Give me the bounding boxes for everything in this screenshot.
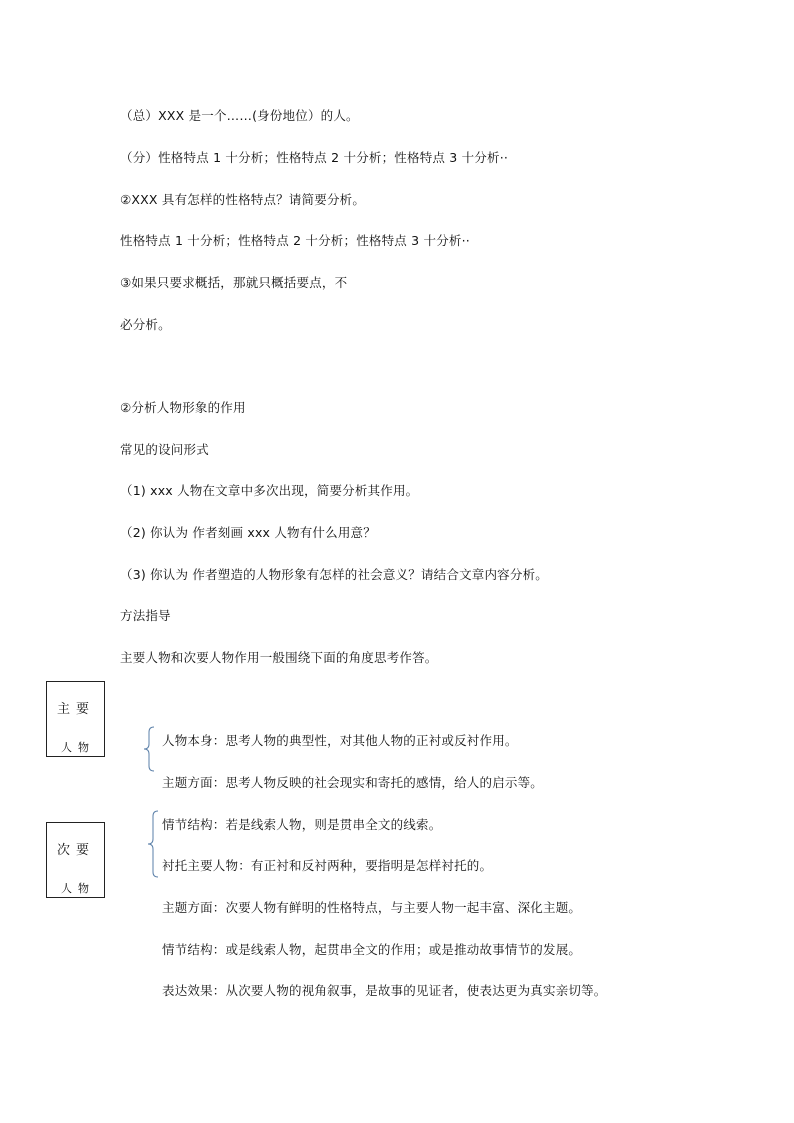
analysis-line: （分）性格特点 1 十分析；性格特点 2 十分析；性格特点 3 十分析·· <box>120 150 509 165</box>
question-form-3: （3) 你认为 作者塑造的人物形象有怎样的社会意义？请结合文章内容分析。 <box>120 567 548 582</box>
method-intro: 主要人物和次要人物作用一般围绕下面的角度思考作答。 <box>120 650 438 665</box>
secondary-item-theme: 主题方面：次要人物有鲜明的性格特点，与主要人物一起丰富、深化主题。 <box>162 900 582 915</box>
answer-pattern-line: 性格特点 1 十分析；性格特点 2 十分析；性格特点 3 十分析·· <box>120 233 470 248</box>
question-3-continuation: 必分析。 <box>120 317 171 332</box>
question-3-line: ③如果只要求概括，那就只概括要点，不 <box>120 275 348 290</box>
main-item-theme: 主题方面：思考人物反映的社会现实和寄托的感情，给人的启示等。 <box>162 775 544 790</box>
question-form-1: （1) xxx 人物在文章中多次出现，简要分析其作用。 <box>120 483 419 498</box>
secondary-brace-icon <box>146 810 160 878</box>
secondary-item-expression: 表达效果：从次要人物的视角叙事，是故事的见证者，使表达更为真实亲切等。 <box>162 983 607 998</box>
main-box-bottom-label: 人物 <box>61 741 95 754</box>
secondary-item-contrast: 衬托主要人物：有正衬和反衬两种，要指明是怎样衬托的。 <box>162 858 493 873</box>
section-heading: ②分析人物形象的作用 <box>120 400 246 415</box>
question-form-2: （2) 你认为 作者刻画 xxx 人物有什么用意？ <box>120 525 376 540</box>
secondary-character-box <box>46 822 105 898</box>
secondary-box-bottom-label: 人物 <box>61 882 95 895</box>
secondary-item-plot-2: 情节结构：或是线索人物，起贯串全文的作用；或是推动故事情节的发展。 <box>162 942 582 957</box>
secondary-item-plot: 情节结构：若是线索人物，则是贯串全文的线索。 <box>162 817 442 832</box>
main-brace-icon <box>142 726 156 772</box>
main-character-box <box>46 681 105 757</box>
main-box-top-label: 主要 <box>57 702 96 717</box>
summary-line: （总）XXX 是一个……(身份地位）的人。 <box>120 108 359 123</box>
secondary-box-top-label: 次要 <box>57 843 96 858</box>
subheading-method: 方法指导 <box>120 608 171 623</box>
main-item-character: 人物本身：思考人物的典型性，对其他人物的正衬或反衬作用。 <box>162 733 518 748</box>
subheading-question-forms: 常见的设问形式 <box>120 442 209 457</box>
question-2-line: ②XXX 具有怎样的性格特点？请简要分析。 <box>120 192 366 207</box>
